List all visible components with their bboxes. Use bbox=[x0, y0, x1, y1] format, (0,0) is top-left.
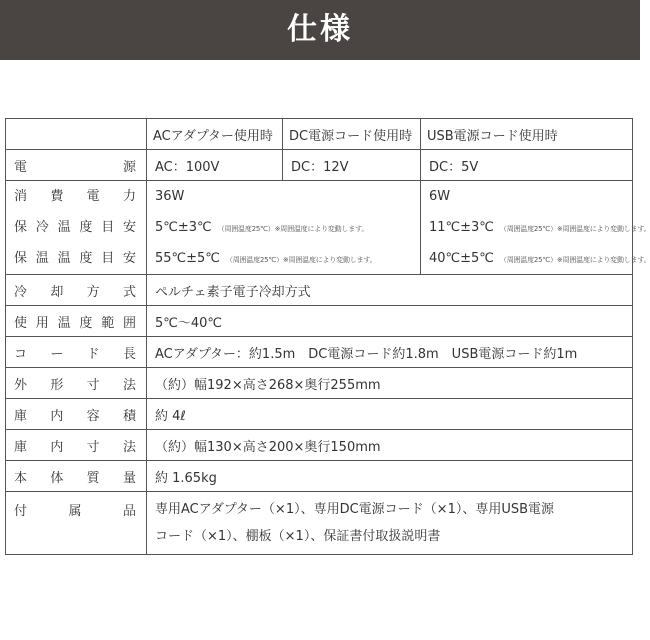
consumption-usb: 6W bbox=[429, 189, 451, 204]
accessories-line-1: 専用ACアダプター（×1）、専用DC電源コード（×1）、専用USB電源 bbox=[155, 502, 555, 517]
header-empty-cell bbox=[6, 119, 147, 150]
internal-dimensions-value: （約）幅130×高さ200×奥行150mm bbox=[147, 430, 633, 461]
accessories-line-2: コード（×1）、棚板（×1）、保証書付取扱説明書 bbox=[155, 529, 441, 544]
warming-usb-note: （周囲温度25℃）※周囲温度により変動します。 bbox=[499, 256, 650, 264]
capacity-value: 約 4ℓ bbox=[147, 399, 633, 430]
temperature-block-row bbox=[6, 181, 633, 275]
power-source-ac: AC：100V bbox=[147, 150, 283, 181]
internal-dimensions-label: 庫内寸法 bbox=[6, 430, 147, 461]
accessories-label: 付属品 bbox=[6, 492, 147, 555]
table-row bbox=[6, 399, 633, 430]
power-source-usb: DC：5V bbox=[421, 150, 633, 181]
operating-temp-label: 使用温度範囲 bbox=[6, 306, 147, 337]
table-row bbox=[6, 275, 633, 306]
cooling-usb-value: 11℃±3℃ bbox=[429, 220, 494, 235]
cooling-ac-dc-value: 5℃±3℃ bbox=[155, 220, 212, 235]
warming-ac-dc bbox=[155, 243, 420, 274]
spec-table bbox=[5, 118, 650, 555]
power-source-label: 電源 bbox=[6, 150, 147, 181]
capacity-label: 庫内容積 bbox=[6, 399, 147, 430]
cooling-label: 保冷温度目安 bbox=[14, 220, 136, 235]
consumption-label: 消費電力 bbox=[14, 189, 136, 204]
temperature-block-labels bbox=[6, 181, 147, 275]
usb-values bbox=[421, 181, 650, 275]
accessories-row bbox=[6, 492, 633, 555]
cooling-usb bbox=[429, 212, 650, 243]
external-dimensions-value: （約）幅192×高さ268×奥行255mm bbox=[147, 368, 633, 399]
accessories-value bbox=[147, 492, 633, 555]
table-row bbox=[6, 337, 633, 368]
power-source-row bbox=[6, 150, 633, 181]
warming-ac-dc-note: （周囲温度25℃）※周囲温度により変動します。 bbox=[225, 256, 377, 264]
consumption-ac-dc: 36W bbox=[155, 189, 185, 204]
header-row bbox=[6, 119, 633, 150]
external-dimensions-label: 外形寸法 bbox=[6, 368, 147, 399]
operating-temp-value: 5℃〜40℃ bbox=[147, 306, 633, 337]
table-row bbox=[6, 430, 633, 461]
table-row bbox=[6, 461, 633, 492]
cooling-usb-note: （周囲温度25℃）※周囲温度により変動します。 bbox=[499, 225, 650, 233]
table-row bbox=[6, 306, 633, 337]
header-ac: ACアダプター使用時 bbox=[147, 119, 283, 150]
page-title: 仕様 bbox=[0, 0, 640, 60]
weight-value: 約 1.65kg bbox=[147, 461, 633, 492]
warming-label: 保温温度目安 bbox=[14, 251, 136, 266]
cooling-ac-dc-note: （周囲温度25℃）※周囲温度により変動します。 bbox=[217, 225, 369, 233]
warming-usb bbox=[429, 243, 650, 274]
warming-ac-dc-value: 55℃±5℃ bbox=[155, 251, 220, 266]
table-row bbox=[6, 368, 633, 399]
cord-length-value: ACアダプター：約1.5m DC電源コード約1.8m USB電源コード約1m bbox=[147, 337, 633, 368]
header-usb: USB電源コード使用時 bbox=[421, 119, 633, 150]
header-dc: DC電源コード使用時 bbox=[283, 119, 421, 150]
power-source-dc: DC：12V bbox=[283, 150, 421, 181]
cooling-method-label: 冷却方式 bbox=[6, 275, 147, 306]
ac-dc-values bbox=[147, 181, 421, 275]
cord-length-label: コード長 bbox=[6, 337, 147, 368]
cooling-ac-dc bbox=[155, 212, 420, 243]
weight-label: 本体質量 bbox=[6, 461, 147, 492]
cooling-method-value: ペルチェ素子電子冷却方式 bbox=[147, 275, 633, 306]
warming-usb-value: 40℃±5℃ bbox=[429, 251, 494, 266]
